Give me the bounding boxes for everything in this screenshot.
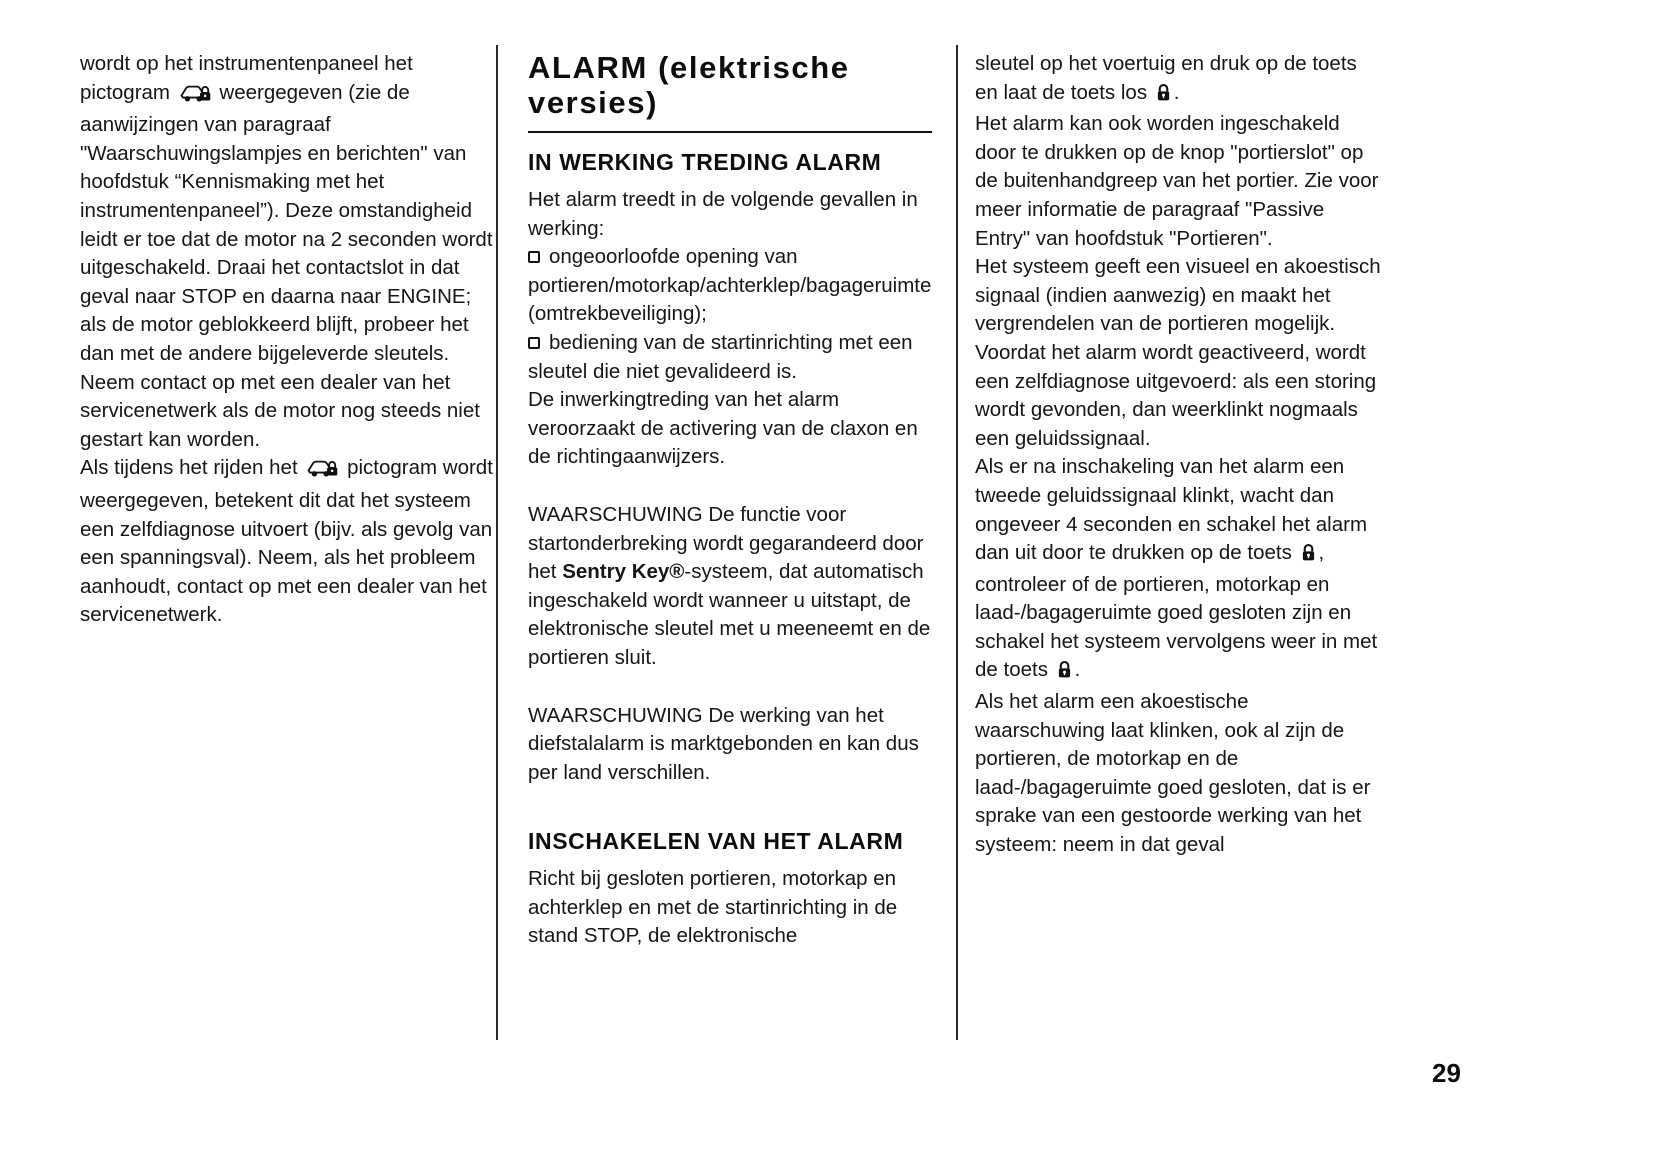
- square-bullet-icon: [528, 251, 540, 263]
- column-divider: [956, 45, 958, 1040]
- column-left: [80, 50, 496, 630]
- text-segment: sleutel op het voertuig en druk op de toets en laat de toets los: [975, 52, 1357, 104]
- text-segment: wordt op het instrumentenpaneel het pictogram: [80, 52, 413, 104]
- paragraph: Het alarm treedt in de volgende gevallen in werking:: [528, 188, 918, 240]
- padlock-icon: [1156, 82, 1171, 111]
- list-item: [528, 243, 932, 329]
- column-divider: [496, 45, 498, 1040]
- text-columns: [80, 50, 1383, 1040]
- text-segment: , controleer of de portieren, motorkap en laad-/bagageruimte goed gesloten zijn en schakel het systeem vervolgens weer in met de toets: [975, 541, 1378, 682]
- subsection-heading: INSCHAKELEN VAN HET ALARM: [528, 828, 904, 855]
- warning-paragraph: [528, 501, 932, 673]
- text-segment: .: [1173, 80, 1180, 104]
- paragraph: [975, 453, 1383, 688]
- car-lock-icon: [306, 457, 338, 487]
- warning-paragraph: WAARSCHUWING De werking van het diefstalalarm is marktgebonden en kan dus per land verschillen.: [528, 703, 919, 784]
- paragraph: [80, 454, 496, 630]
- brand-name: Sentry Key®: [562, 560, 685, 584]
- list-item: [528, 329, 932, 386]
- paragraph: [975, 50, 1383, 110]
- column-right: [975, 50, 1383, 860]
- text-segment: Als tijdens het rijden het: [80, 456, 298, 480]
- column-center: [528, 50, 932, 951]
- subsection-heading: IN WERKING TREDING ALARM: [528, 149, 882, 175]
- text-segment: bediening van de startinrichting met een sleutel die niet gevalideerd is.: [528, 330, 913, 383]
- padlock-icon: [1057, 659, 1072, 688]
- text-segment: pictogram wordt weergegeven, betekent dit dat het systeem een zelfdiagnose uitvoert (bijv. als gevolg van een spanningsval). Neem, als het probleem aanhoudt, contact op met een dealer van het servicenetwerk.: [80, 456, 493, 627]
- paragraph: Het alarm kan ook worden ingeschakeld door te drukken op de knop "portierslot" op de buitenhandgreep van het portier. Zie voor meer informatie de paragraaf "Passive Entry" van hoofdstuk "Portieren".: [975, 112, 1379, 250]
- text-segment: ongeoorloofde opening van portieren/motorkap/achterklep/bagageruimte (omtrekbeveiliging);: [528, 245, 932, 326]
- padlock-icon: [1301, 542, 1316, 571]
- text-segment: -systeem, dat automatisch ingeschakeld wordt wanneer u uitstapt, de elektronische sleutel met u meeneemt en de portieren sluit.: [528, 560, 931, 669]
- text-segment: .: [1074, 658, 1081, 682]
- text-segment: Als er na inschakeling van het alarm een tweede geluidssignaal klinkt, wacht dan ongeveer 4 seconden en schakel het alarm dan uit door te drukken op de toets: [975, 455, 1368, 565]
- page-number: 29: [1432, 1058, 1461, 1088]
- paragraph: Als het alarm een akoestische waarschuwing laat klinken, ook al zijn de portieren, de motorkap en de laad-/bagageruimte goed gesloten, dat is er sprake van een gestoorde werking van het systeem: neem in dat geval: [975, 690, 1371, 857]
- paragraph: [80, 50, 496, 454]
- paragraph: De inwerkingtreding van het alarm veroorzaakt de activering van de claxon en de richtingaanwijzers.: [528, 388, 918, 469]
- paragraph: Voordat het alarm wordt geactiveerd, wordt een zelfdiagnose uitgevoerd: als een storing wordt gevonden, dan weerklinkt nogmaals een geluidssignaal.: [975, 340, 1377, 450]
- section-title: ALARM (elektrische versies): [528, 50, 932, 133]
- paragraph: Het systeem geeft een visueel en akoestisch signaal (indien aanwezig) en maakt het vergrendelen van de portieren mogelijk.: [975, 255, 1381, 336]
- text-segment: weergegeven (zie de aanwijzingen van paragraaf "Waarschuwingslampjes en berichten" van hoofdstuk “Kennismaking met het instrumentenpaneel”). Deze omstandigheid leidt er toe dat de motor na 2 seconden wordt uitgeschakeld. Draai het contactslot in dat geval naar STOP en daarna naar ENGINE; als de motor geblokkeerd blijft, probeer het dan met de andere bijgeleverde sleutels. Neem contact op met een dealer van het servicenetwerk als de motor nog steeds niet gestart kan worden.: [80, 80, 493, 451]
- paragraph: Richt bij gesloten portieren, motorkap en achterklep en met de startinrichting in de stand STOP, de elektronische: [528, 867, 898, 948]
- text-segment: WAARSCHUWING De functie voor startonderbreking wordt gegarandeerd door het: [528, 502, 924, 584]
- square-bullet-icon: [528, 337, 540, 349]
- car-lock-icon: [179, 82, 211, 112]
